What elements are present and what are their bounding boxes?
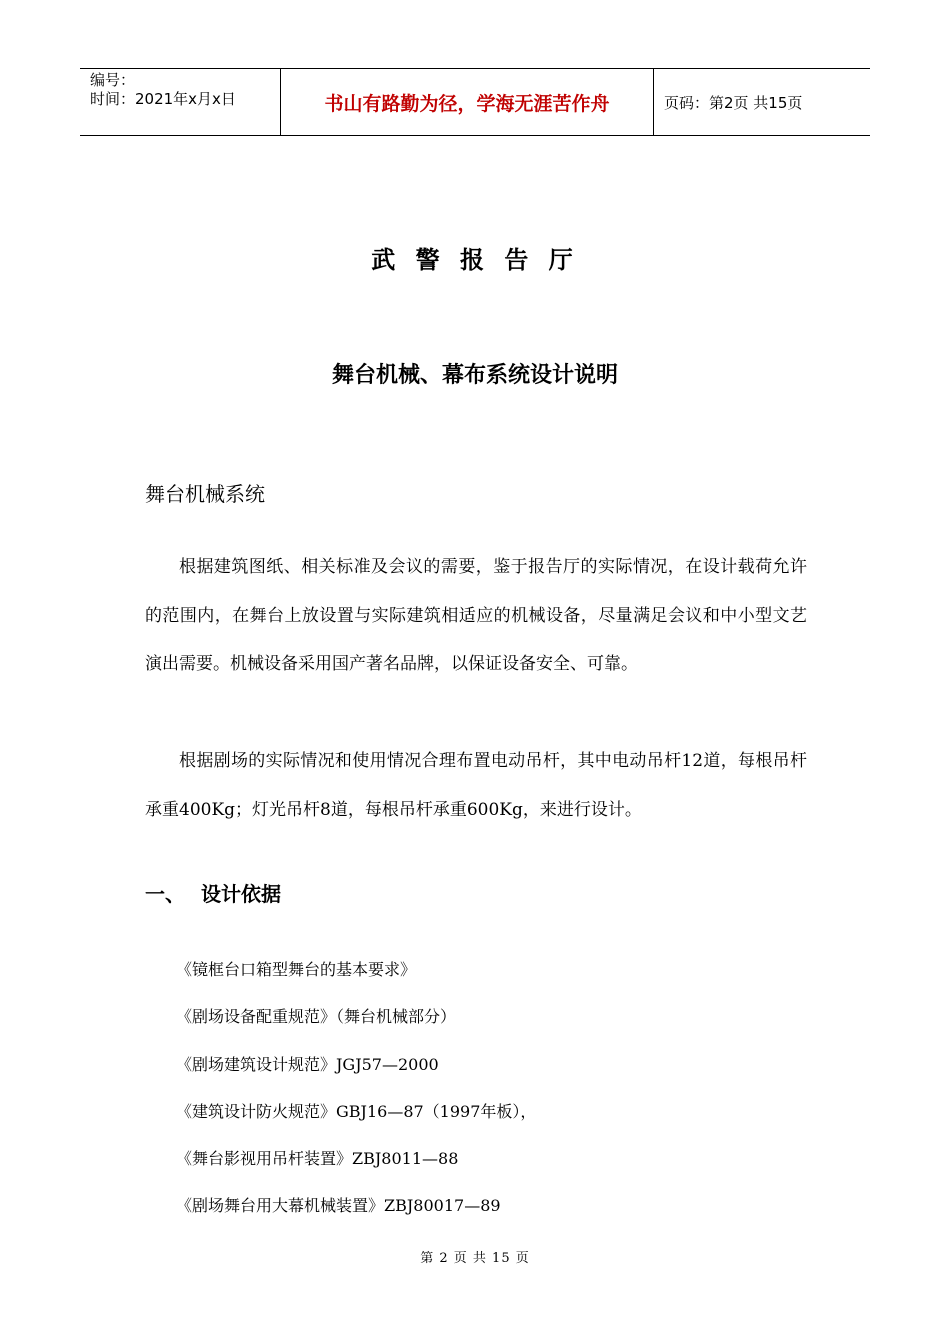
reference-item: 《剧场舞台用大幕机械装置》ZBJ80017—89: [176, 1196, 501, 1216]
reference-item: 《剧场建筑设计规范》JGJ57—2000: [176, 1054, 439, 1074]
header-meta-cell: [80, 69, 281, 135]
section-title: 舞台机械系统: [145, 482, 265, 506]
reference-item: 《剧场设备配重规范》（舞台机械部分）: [176, 1007, 457, 1027]
header-table: [80, 68, 870, 136]
reference-item: 《舞台影视用吊杆装置》ZBJ8011—88: [176, 1149, 459, 1169]
heading-text: 设计依据: [201, 882, 281, 906]
header-slogan: 书山有路勤为径，学海无涯苦作舟: [281, 69, 654, 135]
document-subtitle: 舞台机械、幕布系统设计说明: [331, 363, 618, 388]
reference-item: 《镜框台口箱型舞台的基本要求》: [176, 960, 417, 979]
document-number-label: 编号：: [90, 71, 136, 89]
page-footer: 第 2 页 共 15 页: [420, 1251, 530, 1266]
document-date: 时间：2021年x月x日: [90, 90, 236, 108]
paragraph-2: 根据剧场的实际情况和使用情况合理布置电动吊杆，其中电动吊杆12道，每根吊杆承重400Kg；灯光吊杆8道，每根吊杆承重600Kg，来进行设计。: [145, 751, 807, 820]
heading-design-basis: [145, 878, 281, 907]
paragraph-1: 根据建筑图纸、相关标准及会议的需要，鉴于报告厅的实际情况，在设计载荷允许的范围内，在舞台上放设置与实际建筑相适应的机械设备，尽量满足会议和中小型文艺演出需要。机械设备采用国产著名品牌，以保证设备安全、可靠。: [145, 557, 807, 674]
document-title: 武 警 报 告 厅: [371, 246, 579, 274]
reference-list: [176, 946, 536, 1230]
heading-number: 一、: [145, 882, 185, 906]
header-page-info: 页码：第2页 共15页: [664, 93, 803, 112]
reference-item: 《建筑设计防火规范》GBJ16—87（1997年板），: [176, 1101, 537, 1121]
